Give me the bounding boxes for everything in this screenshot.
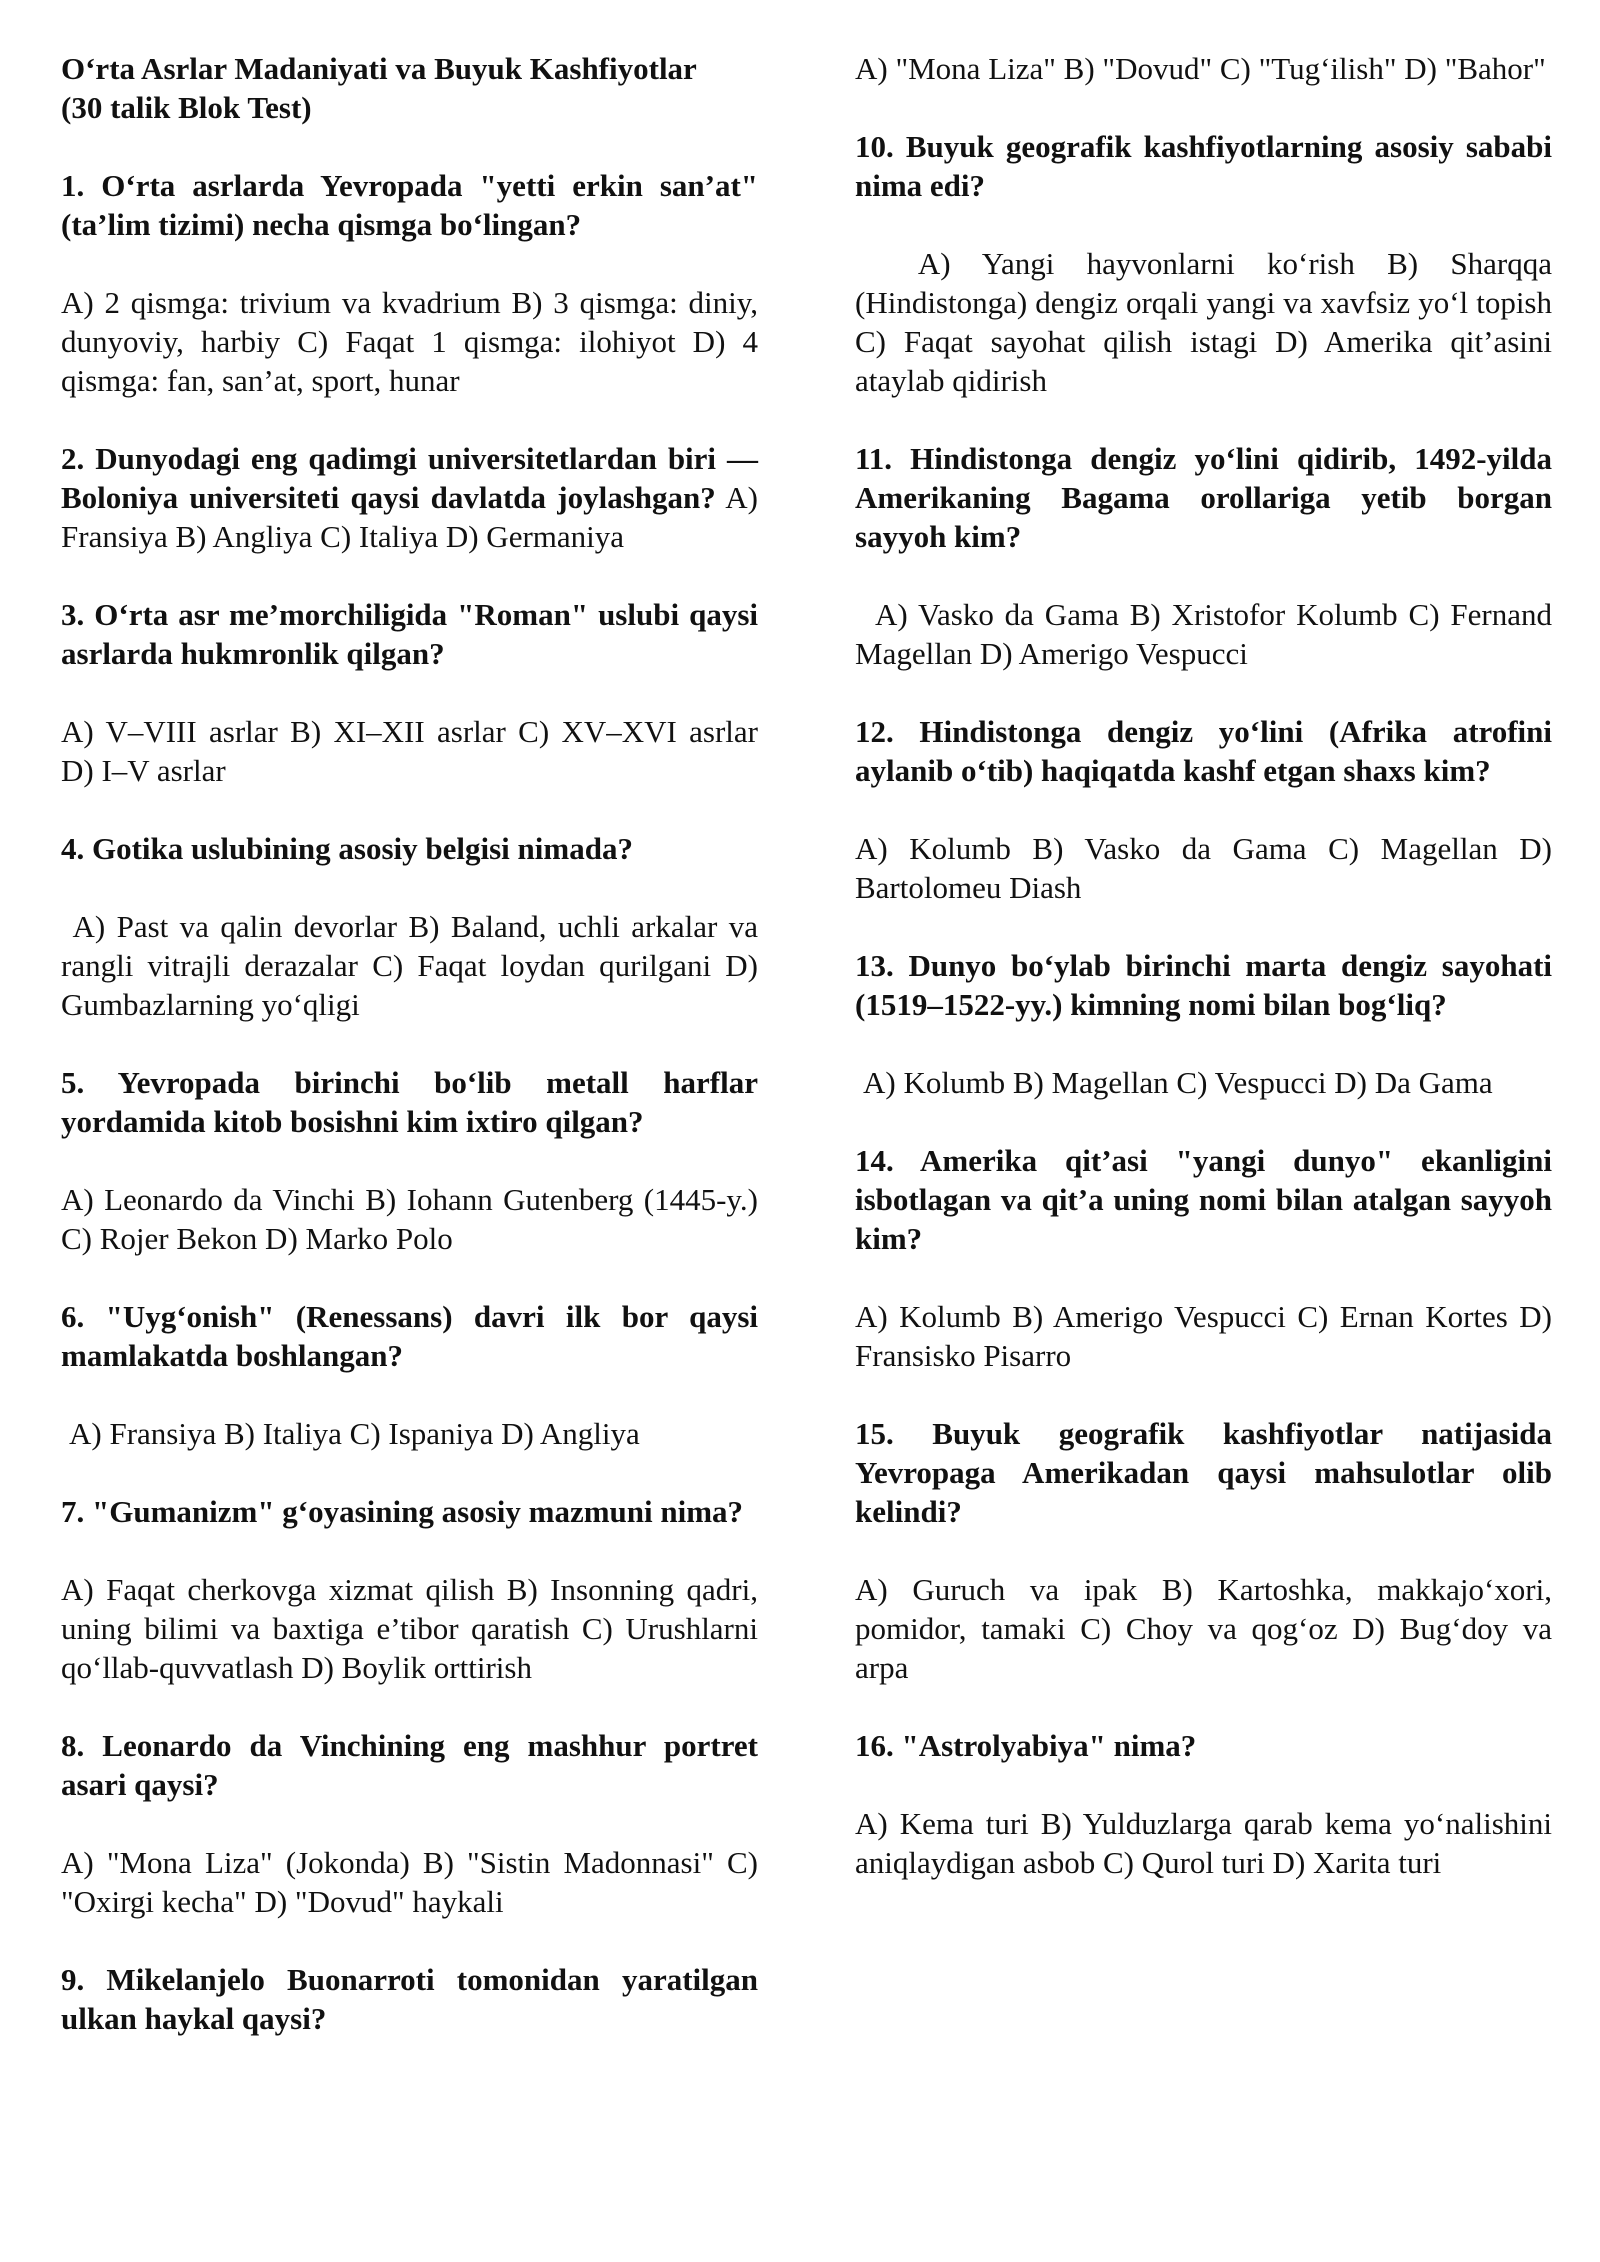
question-10: 10. Buyuk geografik kashfiyotlarning asosiy sababi nima edi? [855,129,1552,203]
answers-10 [855,244,1552,400]
answers-14: A) Kolumb B) Amerigo Vespucci C) Ernan Kortes D) Fransisko Pisarro [855,1299,1552,1373]
answers-1: A) 2 qismga: trivium va kvadrium B) 3 qismga: diniy, dunyoviy, harbiy C) Faqat 1 qismga: ilohiyot D) 4 qismga: fan, san’at, sport, hunar [61,285,758,398]
answers-2: A) Fransiya B) Angliya C) Italiya D) Germaniya [61,480,758,554]
answers-5: A) Leonardo da Vinchi B) Iohann Gutenberg (1445-y.) C) Rojer Bekon D) Marko Polo [61,1182,758,1256]
answers-3: A) V–VIII asrlar B) XI–XII asrlar C) XV–XVI asrlar D) I–V asrlar [61,714,758,788]
answers-10-text: A) Yangi hayvonlarni ko‘rish B) Sharqqa (Hindistonga) dengiz orqali yangi va xavfsiz yo‘l topish C) Faqat sayohat qilish istagi D) Amerika qit’asini ataylab qidirish [855,246,1552,398]
answers-11-text: A) Vasko da Gama B) Xristofor Kolumb C) Fernand Magellan D) Amerigo Vespucci [855,597,1553,671]
answers-11 [855,595,1552,673]
question-6: 6. "Uyg‘onish" (Renessans) davri ilk bor qaysi mamlakatda boshlangan? [61,1299,758,1373]
question-7: 7. "Gumanizm" g‘oyasining asosiy mazmuni nima? [61,1494,744,1529]
question-8: 8. Leonardo da Vinchining eng mashhur portret asari qaysi? [61,1728,758,1802]
title-line-2: (30 talik Blok Test) [61,90,312,125]
answers-4 [61,907,758,1024]
question-4: 4. Gotika uslubining asosiy belgisi nimada? [61,831,633,866]
right-column [855,49,1552,1921]
question-13: 13. Dunyo bo‘ylab birinchi marta dengiz sayohati (1519–1522-yy.) kimning nomi bilan bog‘liq? [855,948,1552,1022]
title-line-1: O‘rta Asrlar Madaniyati va Buyuk Kashfiyotlar [61,51,697,86]
answers-6: A) Fransiya B) Italiya C) Ispaniya D) Angliya [69,1416,640,1451]
question-1: 1. O‘rta asrlarda Yevropada "yetti erkin san’at" (ta’lim tizimi) necha qismga bo‘lingan? [61,168,758,242]
answers-4-text: A) Past va qalin devorlar B) Baland, uchli arkalar va rangli vitrajli derazalar C) Faqat loydan qurilgani D) Gumbazlarning yo‘qligi [61,909,759,1022]
answers-8: A) "Mona Liza" (Jokonda) B) "Sistin Madonnasi" C) "Oxirgi kecha" D) "Dovud" haykali [61,1845,758,1919]
answers-7: A) Faqat cherkovga xizmat qilish B) Insonning qadri, uning bilimi va baxtiga e’tibor qaratish C) Urushlarni qo‘llab-quvvatlash D) Boylik orttirish [61,1572,758,1685]
question-16: 16. "Astrolyabiya" nima? [855,1728,1197,1763]
question-9: 9. Mikelanjelo Buonarroti tomonidan yaratilgan ulkan haykal qaysi? [61,1962,758,2036]
answers-13: A) Kolumb B) Magellan C) Vespucci D) Da Gama [863,1065,1493,1100]
question-15: 15. Buyuk geografik kashfiyotlar natijasida Yevropaga Amerikadan qaysi mahsulotlar olib kelindi? [855,1416,1552,1529]
question-11: 11. Hindistonga dengiz yo‘lini qidirib, 1492-yilda Amerikaning Bagama orollariga yetib borgan sayyoh kim? [855,441,1552,554]
answers-16: A) Kema turi B) Yulduzlarga qarab kema yo‘nalishini aniqlaydigan asbob C) Qurol turi D) Xarita turi [855,1806,1552,1880]
question-14: 14. Amerika qit’asi "yangi dunyo" ekanligini isbotlagan va qit’a uning nomi bilan atalgan sayyoh kim? [855,1143,1552,1256]
question-12: 12. Hindistonga dengiz yo‘lini (Afrika atrofini aylanib o‘tib) haqiqatda kashf etgan shaxs kim? [855,714,1552,788]
answers-9: A) "Mona Liza" B) "Dovud" C) "Tug‘ilish" D) "Bahor" [855,51,1546,86]
answers-12: A) Kolumb B) Vasko da Gama C) Magellan D) Bartolomeu Diash [855,831,1552,905]
left-column [61,49,758,2077]
question-2: 2. Dunyodagi eng qadimgi universitetlardan biri — Boloniya universiteti qaysi davlatda joylashgan? [61,441,758,515]
question-5: 5. Yevropada birinchi bo‘lib metall harflar yordamida kitob bosishni kim ixtiro qilgan? [61,1065,758,1139]
question-block-2 [61,439,758,556]
answers-15: A) Guruch va ipak B) Kartoshka, makkajo‘xori, pomidor, tamaki C) Choy va qog‘oz D) Bug‘doy va arpa [855,1572,1552,1685]
question-3: 3. O‘rta asr me’morchiligida "Roman" uslubi qaysi asrlarda hukmronlik qilgan? [61,597,758,671]
document-title [61,49,758,127]
